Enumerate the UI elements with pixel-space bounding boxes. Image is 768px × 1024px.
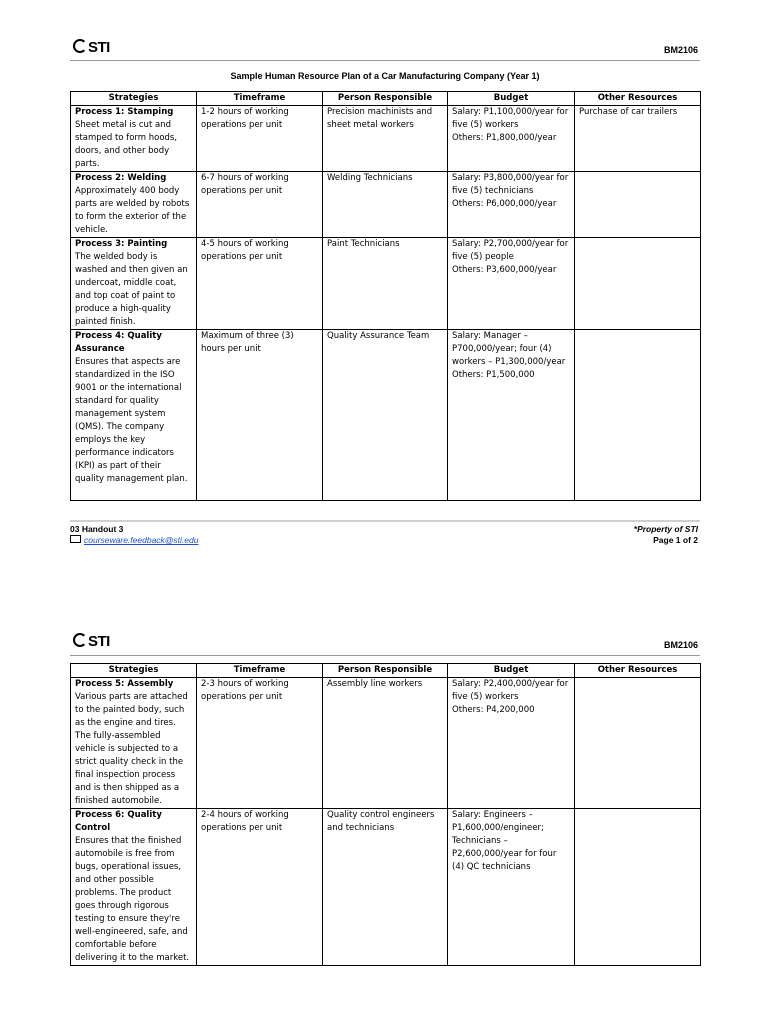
column-header-strategies: Strategies [71, 92, 197, 106]
strategy-title: Process 3: Painting [75, 239, 168, 249]
budget-cell: Salary: P2,400,000/year for five (5) workers Others: P4,200,000 [448, 678, 575, 809]
property-label: *Property of STI [633, 524, 698, 534]
strategy-description: Ensures that the finished automobile is free from bugs, operational issues, and other possible problems. The product goes through rigorous testing to ensure they're well-engineered, safe, and comfortable before delivering it to the market. [75, 836, 190, 963]
table-row [71, 172, 701, 238]
other-resources-cell [575, 809, 701, 966]
column-header-timeframe: Timeframe [197, 92, 323, 106]
strategy-description: Approximately 400 body parts are welded by robots to form the exterior of the vehicle. [75, 186, 190, 235]
column-header-person-responsible: Person Responsible [323, 92, 448, 106]
other-resources-cell [575, 678, 701, 809]
footer-left [70, 524, 198, 546]
budget-cell: Salary: P3,800,000/year for five (5) technicians Others: P6,000,000/year [448, 172, 575, 238]
timeframe-cell: 6-7 hours of working operations per unit [197, 172, 323, 238]
column-header-other-resources: Other Resources [575, 92, 701, 106]
table-row [71, 809, 701, 966]
strategy-cell [71, 330, 197, 501]
person-cell: Quality control engineers and technicians [323, 809, 448, 966]
strategy-description: Various parts are attached to the painted body, such as the engine and tires. The fully-assembled vehicle is subjected to a strict quality check in the final inspection process and is then shipped as a finished automobile. [75, 692, 188, 806]
sti-logo-icon [73, 39, 87, 53]
strategy-cell [71, 172, 197, 238]
person-cell: Paint Technicians [323, 238, 448, 330]
strategy-cell [71, 678, 197, 809]
column-header-timeframe: Timeframe [197, 664, 323, 678]
envelope-icon [70, 535, 81, 543]
table-row [71, 330, 701, 501]
strategy-description: Sheet metal is cut and stamped to form hoods, doors, and other body parts. [75, 120, 178, 169]
page-number: Page 1 of 2 [653, 535, 698, 545]
strategy-title: Process 4: Quality Assurance [75, 331, 162, 354]
budget-cell: Salary: Engineers – P1,600,000/engineer; Technicians – P2,600,000/year for four (4) QC technicians [448, 809, 575, 966]
column-header-strategies: Strategies [71, 664, 197, 678]
footer-right [634, 524, 698, 546]
sti-logo: STI [73, 633, 110, 650]
document-title: Sample Human Resource Plan of a Car Manufacturing Company (Year 1) [230, 71, 540, 81]
other-resources-cell [575, 238, 701, 330]
strategy-title: Process 1: Stamping [75, 107, 174, 117]
person-cell: Welding Technicians [323, 172, 448, 238]
strategy-cell [71, 106, 197, 172]
strategy-description: Ensures that aspects are standardized in the ISO 9001 or the international standard for quality management system (QMS). The company employs the key performance indicators (KPI) as part of their quality management plan. [75, 357, 188, 484]
header-rule [70, 60, 700, 61]
timeframe-cell: Maximum of three (3) hours per unit [197, 330, 323, 501]
timeframe-cell: 2-4 hours of working operations per unit [197, 809, 323, 966]
strategy-title: Process 2: Welding [75, 173, 167, 183]
other-resources-cell: Purchase of car trailers [575, 106, 701, 172]
strategy-cell [71, 238, 197, 330]
person-cell: Quality Assurance Team [323, 330, 448, 501]
strategy-description: The welded body is washed and then given an undercoat, middle coat, and top coat of paint to produce a high-quality painted finish. [75, 252, 188, 327]
document-code: BM2106 [663, 640, 698, 650]
hr-plan-table-continued [70, 663, 701, 966]
strategy-title: Process 5: Assembly [75, 679, 174, 689]
timeframe-cell: 4-5 hours of working operations per unit [197, 238, 323, 330]
budget-cell: Salary: P2,700,000/year for five (5) people Others: P3,600,000/year [448, 238, 575, 330]
column-header-other-resources: Other Resources [575, 664, 701, 678]
strategy-cell [71, 809, 197, 966]
other-resources-cell [575, 330, 701, 501]
column-header-budget: Budget [448, 92, 575, 106]
person-cell: Precision machinists and sheet metal workers [323, 106, 448, 172]
table-header-row [71, 664, 701, 678]
table-header-row [71, 92, 701, 106]
column-header-budget: Budget [448, 664, 575, 678]
footer-rule [70, 520, 700, 522]
table-row [71, 238, 701, 330]
person-cell: Assembly line workers [323, 678, 448, 809]
document-code: BM2106 [663, 45, 698, 55]
budget-cell: Salary: P1,100,000/year for five (5) workers Others: P1,800,000/year [448, 106, 575, 172]
other-resources-cell [575, 172, 701, 238]
timeframe-cell: 2-3 hours of working operations per unit [197, 678, 323, 809]
timeframe-cell: 1-2 hours of working operations per unit [197, 106, 323, 172]
feedback-email-link[interactable]: courseware.feedback@sti.edu [84, 535, 199, 545]
sti-logo: STI [73, 39, 110, 56]
column-header-person-responsible: Person Responsible [323, 664, 448, 678]
sti-logo-icon [73, 633, 87, 647]
header-rule [70, 655, 700, 656]
table-row [71, 678, 701, 809]
handout-label: 03 Handout 3 [70, 524, 124, 534]
strategy-title: Process 6: Quality Control [75, 810, 162, 833]
table-row [71, 106, 701, 172]
hr-plan-table [70, 91, 701, 501]
budget-cell: Salary: Manager – P700,000/year; four (4) workers – P1,300,000/year Others: P1,500,000 [448, 330, 575, 501]
